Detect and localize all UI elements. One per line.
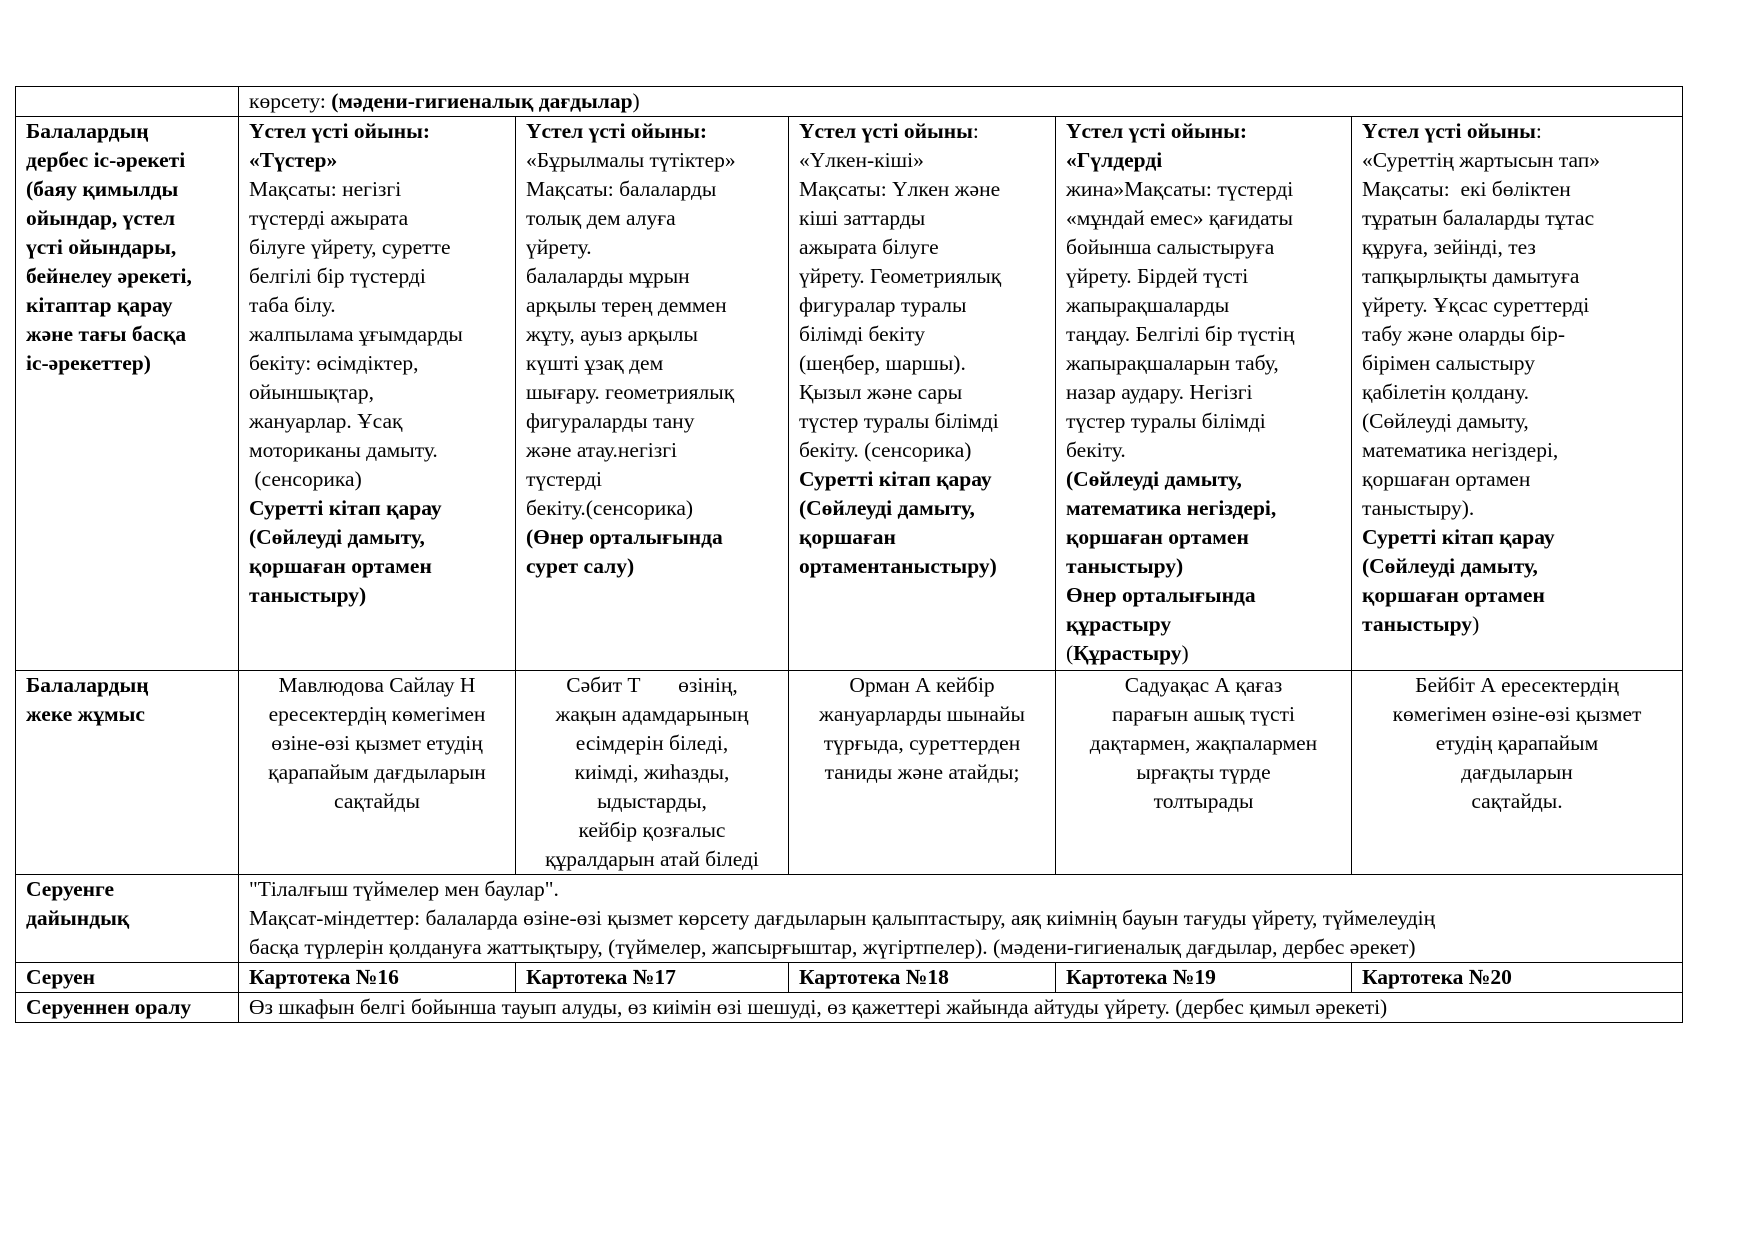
- text-line: өзіне-өзі қызмет етудің: [271, 731, 483, 755]
- individual-col-5: [1352, 671, 1683, 875]
- text-line: Орман А кейбір: [849, 673, 995, 697]
- text-line: «Үлкен-кіші»: [799, 148, 924, 172]
- label-line: (баяу қимылды: [26, 177, 179, 201]
- row-independent-activity: [16, 117, 1683, 671]
- text-line: көмегімен өзіне-өзі қызмет: [1392, 702, 1642, 726]
- text-line: арқылы терең деммен: [526, 293, 727, 317]
- text-line: бекіту.: [1066, 438, 1126, 462]
- text-line: шығару. геометриялық: [526, 380, 735, 404]
- game-title: Үстел үсті ойыны:: [526, 119, 708, 143]
- individual-col-3: [789, 671, 1056, 875]
- card-file-19: Картотека №19: [1056, 963, 1352, 993]
- text-line: «мұндай емес» қағидаты: [1066, 206, 1293, 230]
- individual-col-1: [239, 671, 516, 875]
- text-line: бекіту. (сенсорика): [799, 438, 972, 462]
- game-title: Үстел үсті ойыны:: [249, 119, 431, 143]
- row-walk: [16, 963, 1683, 993]
- row-continuation-text: [239, 87, 1683, 117]
- game-title: Үстел үсті ойыны:: [1066, 119, 1248, 143]
- text-line: жұту, ауыз арқылы: [526, 322, 698, 346]
- text-line: Қызыл және сары: [799, 380, 963, 404]
- text-line: Мақсат-міндеттер: балаларда өзіне-өзі қызмет көрсету дағдыларын қалыптастыру, аяқ киімнің бауын тағуды үйрету, түймелеудің: [249, 906, 1436, 930]
- text-line: Мақсаты: негізгі: [249, 177, 402, 201]
- paren-open: (: [1066, 641, 1074, 665]
- game-title: Үстел үсті ойыны: [1362, 119, 1536, 143]
- text-line: түстерді ажырата: [249, 206, 409, 230]
- bold-line: Суретті кітап қарау: [799, 467, 992, 491]
- bold-word: Құрастыру: [1073, 641, 1182, 665]
- text-line: етудің қарапайым: [1435, 731, 1599, 755]
- bold-line: (Сөйлеуді дамыту,: [1362, 554, 1538, 578]
- text-line: Мақсаты: екі бөліктен: [1362, 177, 1571, 201]
- individual-col-4: [1056, 671, 1352, 875]
- text-line: киімді, жиһазды,: [574, 760, 730, 784]
- text-line: ойыншықтар,: [249, 380, 374, 404]
- walk-label: Серуен: [16, 963, 239, 993]
- bold-line: (Сөйлеуді дамыту,: [249, 525, 425, 549]
- text-line: балаларды мұрын: [526, 264, 690, 288]
- individual-work-label: [16, 671, 239, 875]
- bold-line: математика негіздері,: [1066, 496, 1277, 520]
- game-name: «Гүлдерді: [1066, 148, 1163, 172]
- row-continuation: [16, 87, 1683, 117]
- text-line: ажырата білуге: [799, 235, 939, 259]
- walk-preparation-text: [239, 875, 1683, 963]
- bold-line: қоршаған ортамен: [1362, 583, 1545, 607]
- text-line: таңдау. Белгілі бір түстің: [1066, 322, 1295, 346]
- text-line: таниды және атайды;: [824, 760, 1020, 784]
- independent-col-2: [516, 117, 789, 671]
- row-continuation-label: [16, 87, 239, 117]
- text-line: басқа түрлерін қолдануға жаттықтыру, (түймелер, жапсырғыштар, жүгіртпелер). (мәдени-гигиеналық дағдылар, дербес әрекет): [249, 935, 1416, 959]
- label-line: бейнелеу әрекеті,: [26, 264, 192, 288]
- text-line: фигуралар туралы: [799, 293, 967, 317]
- independent-col-5: [1352, 117, 1683, 671]
- label-line: дербес іс-әрекеті: [26, 148, 186, 172]
- text-line: Садуақас А қағаз: [1124, 673, 1283, 697]
- independent-activity-label: [16, 117, 239, 671]
- daily-plan-table: [15, 86, 1683, 1023]
- label-line: жеке жұмыс: [26, 702, 145, 726]
- text-line: Мавлюдова Сайлау Н: [278, 673, 476, 697]
- text-line: математика негіздері,: [1362, 438, 1559, 462]
- text-line: «Бұрылмалы түтіктер»: [526, 148, 736, 172]
- bold-line: ортаментаныстыру): [799, 554, 997, 578]
- text-line: үйрету. Ұқсас суреттерді: [1362, 293, 1590, 317]
- text-line: жапырақшаларды: [1066, 293, 1230, 317]
- text-line: Бейбіт А ересектердің: [1415, 673, 1619, 697]
- label-line: іс-әрекеттер): [26, 351, 151, 375]
- text-line: жақын адамдарының: [555, 702, 749, 726]
- label-line: кітаптар қарау: [26, 293, 173, 317]
- text-line: кіші заттарды: [799, 206, 926, 230]
- return-from-walk-text: Өз шкафын белгі бойынша тауып алуды, өз киімін өзі шешуді, өз қажеттері жайында айтуды үйрету. (дербес қимыл әрекеті): [239, 993, 1683, 1023]
- text-line: күшті ұзақ дем: [526, 351, 664, 375]
- bold-line: таныстыру): [249, 583, 367, 607]
- text-line: есімдерін біледі,: [575, 731, 729, 755]
- text-line: фигураларды тану: [526, 409, 695, 433]
- bold-line: Суретті кітап қарау: [249, 496, 442, 520]
- independent-col-4: [1056, 117, 1352, 671]
- text-line: дақтармен, жақпалармен: [1089, 731, 1318, 755]
- text-line: ересектердің көмегімен: [268, 702, 486, 726]
- text-line: үйрету. Бірдей түсті: [1066, 264, 1249, 288]
- text-line: табу және оларды бір-: [1362, 322, 1566, 346]
- text-line: бірімен салыстыру: [1362, 351, 1535, 375]
- text-line: парағын ашық түсті: [1112, 702, 1295, 726]
- text-line: тұратын балаларды тұтас: [1362, 206, 1595, 230]
- label-line: Серуенге: [26, 877, 115, 901]
- bold-line: Өнер орталығында: [1066, 583, 1256, 607]
- text-line: моториканы дамыту.: [249, 438, 438, 462]
- text-line: сақтайды: [334, 789, 420, 813]
- independent-col-3: [789, 117, 1056, 671]
- text-line: үйрету.: [526, 235, 592, 259]
- text-line: жалпылама ұғымдарды: [249, 322, 463, 346]
- text-line: жануарлар. Ұсақ: [249, 409, 403, 433]
- bold-line: сурет салу): [526, 554, 635, 578]
- bold-line: таныстыру: [1362, 612, 1473, 636]
- text-line: құралдарын атай біледі: [545, 847, 759, 871]
- label-line: дайындық: [26, 906, 130, 930]
- text-line: жина»Мақсаты: түстерді: [1066, 177, 1294, 201]
- independent-col-1: [239, 117, 516, 671]
- row-walk-preparation: [16, 875, 1683, 963]
- text-line: (Сөйлеуді дамыту,: [1362, 409, 1529, 433]
- game-name: «Түстер»: [249, 148, 338, 172]
- card-file-16: Картотека №16: [239, 963, 516, 993]
- text-line: толтырады: [1153, 789, 1254, 813]
- row-return-from-walk: [16, 993, 1683, 1023]
- individual-col-2: [516, 671, 789, 875]
- paren-close: ): [1472, 612, 1480, 636]
- label-line: Балалардың: [26, 119, 149, 143]
- text-line: бойынша салыстыруға: [1066, 235, 1275, 259]
- text-line: білуге үйрету, суретте: [249, 235, 451, 259]
- text-line: бекіту: өсімдіктер,: [249, 351, 419, 375]
- label-line: үсті ойындары,: [26, 235, 177, 259]
- text-line: қоршаған ортамен: [1362, 467, 1531, 491]
- text-line: жапырақшаларын табу,: [1066, 351, 1279, 375]
- continuation-end: ): [632, 89, 640, 113]
- card-file-20: Картотека №20: [1352, 963, 1683, 993]
- text-line: таныстыру).: [1362, 496, 1475, 520]
- walk-preparation-label: [16, 875, 239, 963]
- bold-line: құрастыру: [1066, 612, 1172, 636]
- label-line: Балалардың: [26, 673, 149, 697]
- continuation-bold: (мәдени-гигиеналық дағдылар: [331, 89, 633, 113]
- text-line: сақтайды.: [1471, 789, 1563, 813]
- bold-line: қоршаған: [799, 525, 896, 549]
- text-line: Мақсаты: Үлкен және: [799, 177, 1001, 201]
- text-line: білімді бекіту: [799, 322, 925, 346]
- bold-line: (Сөйлеуді дамыту,: [799, 496, 975, 520]
- text-line: белгілі бір түстерді: [249, 264, 426, 288]
- text-line: қарапайым дағдыларын: [268, 760, 486, 784]
- text-line: (сенсорика): [249, 467, 362, 491]
- card-file-18: Картотека №18: [789, 963, 1056, 993]
- text-line: түстер туралы білімді: [799, 409, 999, 433]
- title-colon: :: [972, 119, 979, 143]
- game-title: Үстел үсті ойыны: [799, 119, 973, 143]
- row-individual-work: [16, 671, 1683, 875]
- text-line: "Тілалғыш түймелер мен баулар".: [249, 877, 559, 901]
- return-from-walk-label: Серуеннен оралу: [16, 993, 239, 1023]
- continuation-plain: көрсету:: [249, 89, 332, 113]
- bold-line: қоршаған ортамен: [249, 554, 432, 578]
- text-line: бекіту.(сенсорика): [526, 496, 694, 520]
- text-line: кейбір қозғалыс: [578, 818, 726, 842]
- text-line: ыдыстарды,: [597, 789, 707, 813]
- text-line: қабілетін қолдану.: [1362, 380, 1530, 404]
- card-file-17: Картотека №17: [516, 963, 789, 993]
- text-line: жануарларды шынайы: [819, 702, 1025, 726]
- bold-line: таныстыру): [1066, 554, 1184, 578]
- text-line: түрғыда, суреттерден: [823, 731, 1021, 755]
- title-colon: :: [1535, 119, 1542, 143]
- text-line: тапқырлықты дамытуға: [1362, 264, 1580, 288]
- text-line: таба білу.: [249, 293, 336, 317]
- text-line: Сәбит Т өзінің,: [566, 673, 738, 697]
- text-line: (шеңбер, шаршы).: [799, 351, 966, 375]
- text-line: және атау.негізгі: [526, 438, 678, 462]
- text-line: «Суреттің жартысын тап»: [1362, 148, 1600, 172]
- bold-line: (Сөйлеуді дамыту,: [1066, 467, 1242, 491]
- text-line: түстерді: [526, 467, 603, 491]
- bold-line: қоршаған ортамен: [1066, 525, 1249, 549]
- text-line: Мақсаты: балаларды: [526, 177, 717, 201]
- label-line: ойындар, үстел: [26, 206, 176, 230]
- text-line: құруға, зейінді, тез: [1362, 235, 1536, 259]
- bold-line: (Өнер орталығында: [526, 525, 723, 549]
- text-line: ырғақты түрде: [1136, 760, 1271, 784]
- text-line: түстер туралы білімді: [1066, 409, 1266, 433]
- text-line: үйрету. Геометриялық: [799, 264, 1002, 288]
- text-line: назар аудару. Негізгі: [1066, 380, 1253, 404]
- text-line: дағдыларын: [1461, 760, 1573, 784]
- label-line: және тағы басқа: [26, 322, 187, 346]
- bold-line: Суретті кітап қарау: [1362, 525, 1555, 549]
- paren-close: ): [1181, 641, 1189, 665]
- text-line: толық дем алуға: [526, 206, 676, 230]
